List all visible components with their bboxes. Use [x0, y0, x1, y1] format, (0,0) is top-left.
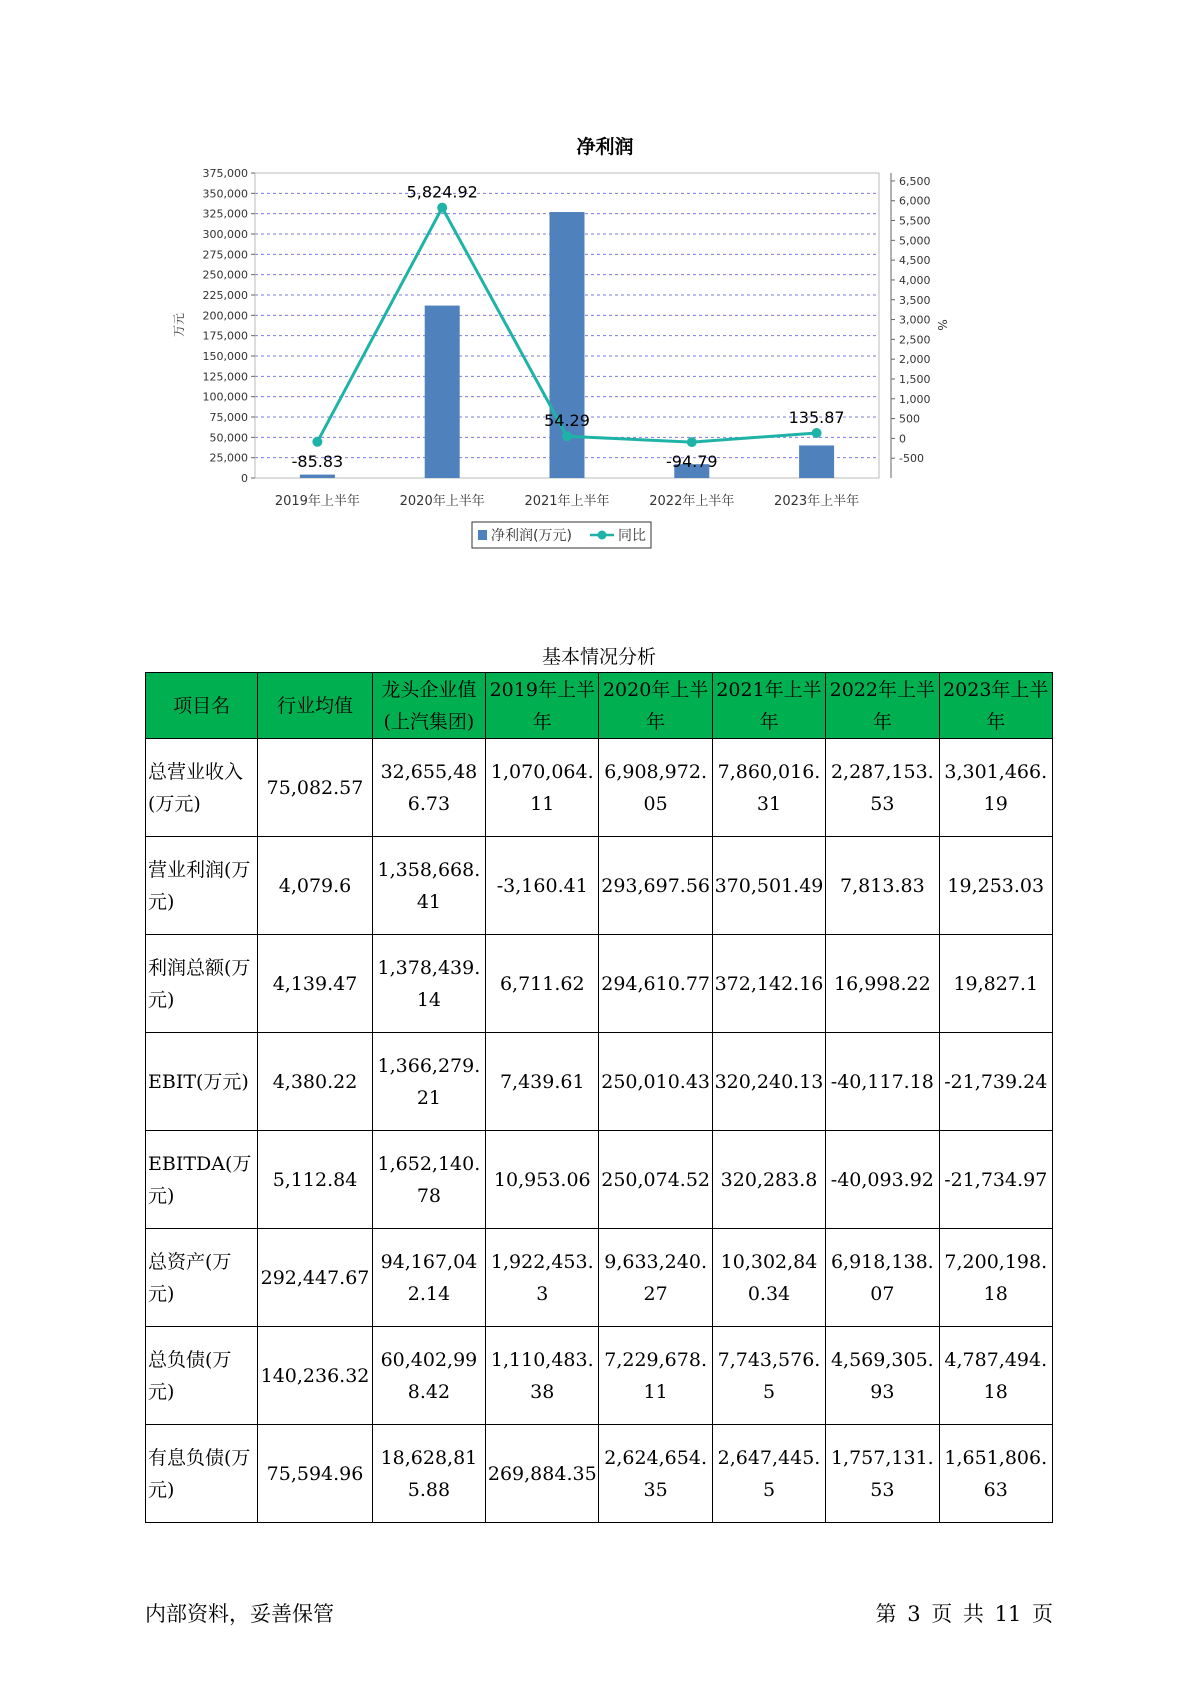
cell: 1,366,279.21	[372, 1033, 485, 1131]
right-tick-label: 5,000	[899, 234, 931, 248]
line-point	[312, 437, 322, 447]
cell: 6,908,972.05	[599, 739, 712, 837]
cell: 4,079.6	[258, 837, 372, 935]
table-row	[146, 1229, 1053, 1327]
cell: 320,283.8	[712, 1131, 825, 1229]
table-row	[146, 1131, 1053, 1229]
cell: 292,447.67	[258, 1229, 372, 1327]
cell: 1,070,064.11	[486, 739, 599, 837]
cell: 1,652,140.78	[372, 1131, 485, 1229]
bar	[425, 306, 460, 478]
row-label: 利润总额(万元)	[146, 935, 258, 1033]
left-tick-label: 325,000	[202, 207, 248, 221]
row-label: EBITDA(万元)	[146, 1131, 258, 1229]
cell: 7,439.61	[486, 1033, 599, 1131]
cell: 372,142.16	[712, 935, 825, 1033]
line-point	[687, 437, 697, 447]
right-axis-label: %	[935, 319, 949, 331]
row-label: 有息负债(万元)	[146, 1425, 258, 1523]
left-tick-label: 250,000	[202, 268, 248, 282]
line-point	[812, 428, 822, 438]
table-row	[146, 1033, 1053, 1131]
legend-bar-swatch	[478, 530, 487, 540]
right-tick-label: 6,000	[899, 194, 931, 208]
cell: 7,860,016.31	[712, 739, 825, 837]
left-tick-label: 200,000	[202, 309, 248, 323]
chart-title: 净利润	[576, 136, 634, 158]
footer-page-number: 第 3 页 共 11 页	[875, 1602, 1053, 1626]
right-tick-label: 2,000	[899, 353, 931, 367]
header-2019h1: 2019年上半年	[486, 673, 599, 739]
left-tick-label: 50,000	[209, 431, 248, 445]
right-axis-ticks	[891, 173, 931, 478]
cell: 7,229,678.11	[599, 1327, 712, 1425]
cell: 2,624,654.35	[599, 1425, 712, 1523]
header-2021h1: 2021年上半年	[712, 673, 825, 739]
cell: 2,647,445.5	[712, 1425, 825, 1523]
cell: 6,918,138.07	[826, 1229, 939, 1327]
cell: 5,112.84	[258, 1131, 372, 1229]
right-tick-label: 4,000	[899, 273, 931, 287]
x-tick-label: 2023年上半年	[774, 494, 860, 509]
x-tick-label: 2021年上半年	[524, 494, 610, 509]
cell: 2,287,153.53	[826, 739, 939, 837]
left-tick-label: 350,000	[202, 187, 248, 201]
chart-legend	[472, 522, 651, 548]
header-leader-value: 龙头企业值(上汽集团)	[372, 673, 485, 739]
net-profit-chart	[160, 130, 1060, 600]
row-label: 总营业收入(万元)	[146, 739, 258, 837]
cell: 1,358,668.41	[372, 837, 485, 935]
right-tick-label: 500	[899, 412, 920, 426]
table-header-row	[146, 673, 1053, 739]
cell: 140,236.32	[258, 1327, 372, 1425]
cell: 32,655,486.73	[372, 739, 485, 837]
cell: 269,884.35	[486, 1425, 599, 1523]
cell: 16,998.22	[826, 935, 939, 1033]
left-tick-label: 25,000	[209, 451, 248, 465]
basic-analysis-table	[145, 672, 1053, 1523]
cell: 9,633,240.27	[599, 1229, 712, 1327]
header-item-name: 项目名	[146, 673, 258, 739]
header-industry-avg: 行业均值	[258, 673, 372, 739]
cell: -21,739.24	[939, 1033, 1052, 1131]
table-row	[146, 1327, 1053, 1425]
cell: 370,501.49	[712, 837, 825, 935]
cell: 4,380.22	[258, 1033, 372, 1131]
cell: 60,402,998.42	[372, 1327, 485, 1425]
cell: 250,074.52	[599, 1131, 712, 1229]
cell: 6,711.62	[486, 935, 599, 1033]
cell: -3,160.41	[486, 837, 599, 935]
header-2020h1: 2020年上半年	[599, 673, 712, 739]
cell: 94,167,042.14	[372, 1229, 485, 1327]
data-label: -94.79	[666, 452, 718, 472]
cell: 294,610.77	[599, 935, 712, 1033]
left-axis-ticks	[203, 167, 256, 485]
cell: 10,953.06	[486, 1131, 599, 1229]
cell: 4,787,494.18	[939, 1327, 1052, 1425]
right-tick-label: 3,000	[899, 313, 931, 327]
right-tick-label: 4,500	[899, 254, 931, 268]
cell: 1,110,483.38	[486, 1327, 599, 1425]
cell: 19,827.1	[939, 935, 1052, 1033]
table-row	[146, 1425, 1053, 1523]
right-tick-label: 1,500	[899, 372, 931, 386]
right-tick-label: 0	[899, 432, 906, 446]
x-axis-ticks	[275, 493, 859, 509]
cell: -21,734.97	[939, 1131, 1052, 1229]
cell: 7,813.83	[826, 837, 939, 935]
left-tick-label: 100,000	[202, 390, 248, 404]
right-tick-label: 5,500	[899, 214, 931, 228]
row-label: EBIT(万元)	[146, 1033, 258, 1131]
right-tick-label: 2,500	[899, 333, 931, 347]
left-tick-label: 375,000	[202, 167, 248, 180]
cell: 293,697.56	[599, 837, 712, 935]
cell: 1,757,131.53	[826, 1425, 939, 1523]
cell: 18,628,815.88	[372, 1425, 485, 1523]
table-row	[146, 837, 1053, 935]
data-label: 5,824.92	[406, 182, 478, 202]
left-tick-label: 175,000	[202, 329, 248, 343]
cell: 7,743,576.5	[712, 1327, 825, 1425]
cell: 10,302,840.34	[712, 1229, 825, 1327]
data-label: -85.83	[291, 451, 344, 471]
left-tick-label: 125,000	[202, 370, 248, 384]
x-tick-label: 2019年上半年	[274, 494, 360, 509]
cell: 320,240.13	[712, 1033, 825, 1131]
footer-confidential-note: 内部资料，妥善保管	[145, 1602, 334, 1626]
cell: 7,200,198.18	[939, 1229, 1052, 1327]
data-label: 135.87	[788, 408, 845, 428]
row-label: 总负债(万元)	[146, 1327, 258, 1425]
header-2022h1: 2022年上半年	[826, 673, 939, 739]
table-row	[146, 739, 1053, 837]
cell: 1,651,806.63	[939, 1425, 1052, 1523]
bar	[300, 475, 335, 478]
left-tick-label: 0	[241, 472, 248, 485]
cell: 4,569,305.93	[826, 1327, 939, 1425]
cell: 1,922,453.3	[486, 1229, 599, 1327]
right-tick-label: 3,500	[899, 293, 931, 307]
header-2023h1: 2023年上半年	[939, 673, 1052, 739]
bar	[799, 445, 834, 478]
legend-line-marker	[598, 531, 607, 540]
cell: 19,253.03	[939, 837, 1052, 935]
right-tick-label: 1,000	[899, 392, 931, 406]
cell: 3,301,466.19	[939, 739, 1052, 837]
legend-line-label: 同比	[618, 528, 646, 544]
line-point	[437, 203, 447, 213]
left-tick-label: 150,000	[202, 350, 248, 363]
left-tick-label: 275,000	[202, 248, 248, 262]
line-point	[562, 431, 572, 441]
cell: 250,010.43	[599, 1033, 712, 1131]
table-caption: 基本情况分析	[541, 646, 656, 668]
x-tick-label: 2020年上半年	[399, 494, 485, 509]
cell: -40,117.18	[826, 1033, 939, 1131]
cell: 75,082.57	[258, 739, 372, 837]
left-axis-label: 万元	[172, 312, 186, 338]
left-tick-label: 75,000	[209, 411, 248, 424]
table-row	[146, 935, 1053, 1033]
cell: 75,594.96	[258, 1425, 372, 1523]
row-label: 总资产(万元)	[146, 1229, 258, 1327]
cell: 1,378,439.14	[372, 935, 485, 1033]
cell: 4,139.47	[258, 935, 372, 1033]
right-tick-label: 6,500	[899, 174, 931, 188]
x-tick-label: 2022年上半年	[649, 494, 735, 509]
left-tick-label: 300,000	[202, 228, 248, 241]
row-label: 营业利润(万元)	[146, 837, 258, 935]
right-tick-label: -500	[899, 452, 924, 466]
cell: -40,093.92	[826, 1131, 939, 1229]
left-tick-label: 225,000	[202, 289, 248, 302]
data-label: 54.29	[544, 411, 590, 431]
legend-bar-label: 净利润(万元)	[491, 528, 572, 544]
